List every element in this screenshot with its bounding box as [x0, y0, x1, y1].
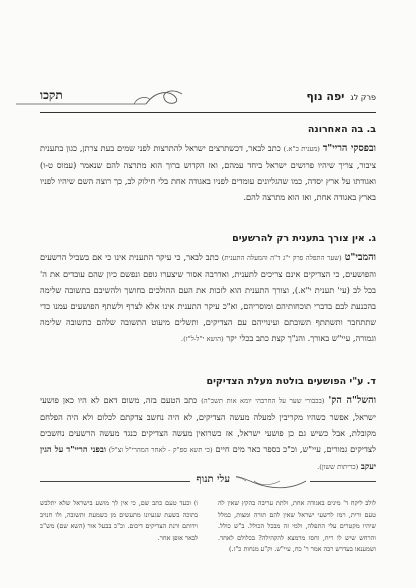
source-reference: (שער התפלה פרק י"ג ד"ה והמעלה התענית)	[221, 254, 342, 262]
notes-banner	[40, 472, 376, 490]
section-heading-d: ד. ע"י הפושעים בולטת מעלת הצדיקים	[206, 376, 376, 387]
header-rule	[40, 112, 376, 113]
header-chapter: פרק לג	[350, 93, 376, 102]
footnote-column-left: ו) וכעד טעם כתב שם, כי אין לך מושע בישראל שלא יתלבש בתוכה בשעת שגעיונו מתעשים מן כשמעת ותשובה, ולו חנויב וידותם ורנת הצדיקים דיכום. וכ"כ בבעל אור (השא שם) מש"כ לבאר אופן אחר.	[40, 499, 198, 542]
header-title	[306, 90, 376, 103]
paragraph-lead: והמבי"ט	[344, 252, 376, 263]
section-paragraph-d	[40, 392, 376, 472]
paragraph-lead: והשל"ה הק'	[328, 395, 376, 406]
footnote-column-right: לולב ליקח ד' מינים באגודה אחת, ולתת עריבה בהקץ שאין לה טעם ורית, רמז לרשעי ישראל שאין להם תורה ומצות, כמלל שיהיו מקטרים עלי התפלה, ולמי זה מבכל הכולל. ב"ש כולל. והרחש שיש לו ריח, וחסו מרמצא להקהילה? בכלולם לאחד. ושמענאו בעדרש רבה אמר ר' כח, עיי"ש. וק"ע מנחות כ"ז.)	[218, 499, 376, 553]
paragraph-text: כתב לבאר, כי עיקר התענית אינו כי אם בשביל הרשעים והפושעים, כי הצדיקים אינם צריכים לתענית, ואדרבה אסור שיצערו גופם ונפשם כיון שהם עובדים את ה' בכל לב (עי' תענית י"א.), וצורך התענית הוא לזכות את העם ההולכים בחושך ולהשיבם בתשובה שלימה בהכנעת לבם בדברי תוכחותיהם ומוסריהם, וא"כ עיקר התענית אינו אלא לצרף ולשתף הפושעים עמנו כדי שתתחבר ותשתתף תשובתם ועינוייהם עם הצדיקים, ותשלים מיעוט התשובה שלהם כתשובה שלימה וגמורה, עיי"ש באורך. והנ"ך קצת כתב בכלי יקר	[40, 252, 376, 343]
paragraph-text: כתב הטעם בזה, משום דאם לא היו כאן פושעי ישראל, אפשר כשהיו מקריבין למעלה מעשה הצדיקים, לא היה נחשב צדקתם לכלום ולא היה הפלחם מקובלת, אבל כשיש גם כן פושעי ישראל, אז כשרואין מעשה הצדיקים כנגד מעשה הרשעים נחשבים לצדיקים גמורים, עיי"ש, וכ"כ בספר כאר מים חיים	[40, 395, 377, 454]
source-reference-end: (הושא י"ל-ל"ז).	[180, 335, 224, 343]
source-reference-2: (כי תשא ספ"ק - לאחר המהרי"ל וצ"ל)	[108, 446, 213, 454]
source-reference: (בכבורי שער על החרבהי יומא אות תשכ"ה)	[201, 397, 325, 405]
page-number: תקכו	[40, 88, 63, 102]
section-paragraph-c	[40, 249, 376, 365]
section-heading-b: ב. בה האחרונה	[307, 124, 376, 135]
paragraph-text: כתב לבאר, דכשתרצים ישראל להתרצות לפני שמים בעת צרתן, כגון בתענית ציבור, צריך שיהיו פרושים ישראל ביחד עמהם, ואז הקדוש ברוך הוא מתרצה להם שנאמר (עמוס ט-ו) ואגודתו על ארץ יסדה, כמו שהגליונים עומדים לפניו באגודה אחת בלי חילוק לב, כך רוצה השם שיהיו לפניו בארץ באגודה אחת, ואז הוא מתרצה להם.	[40, 143, 376, 202]
section-paragraph-b	[40, 140, 376, 212]
paragraph-lead: ובפסקי הריי"ד	[322, 143, 376, 154]
section-heading-c: ג. אין צורך בתענית רק להרשעים	[232, 233, 376, 244]
header-book-title: יפה נוף	[306, 90, 345, 103]
running-header	[40, 86, 376, 112]
source-reference-end: (כריתות ששון).	[317, 463, 359, 471]
notes-title: עלי תנוף	[190, 474, 236, 485]
paragraph-tail: ובפני הריי"ד על הגין יעקב	[40, 444, 376, 471]
source-reference: (מענית כ"א.)	[283, 145, 320, 153]
